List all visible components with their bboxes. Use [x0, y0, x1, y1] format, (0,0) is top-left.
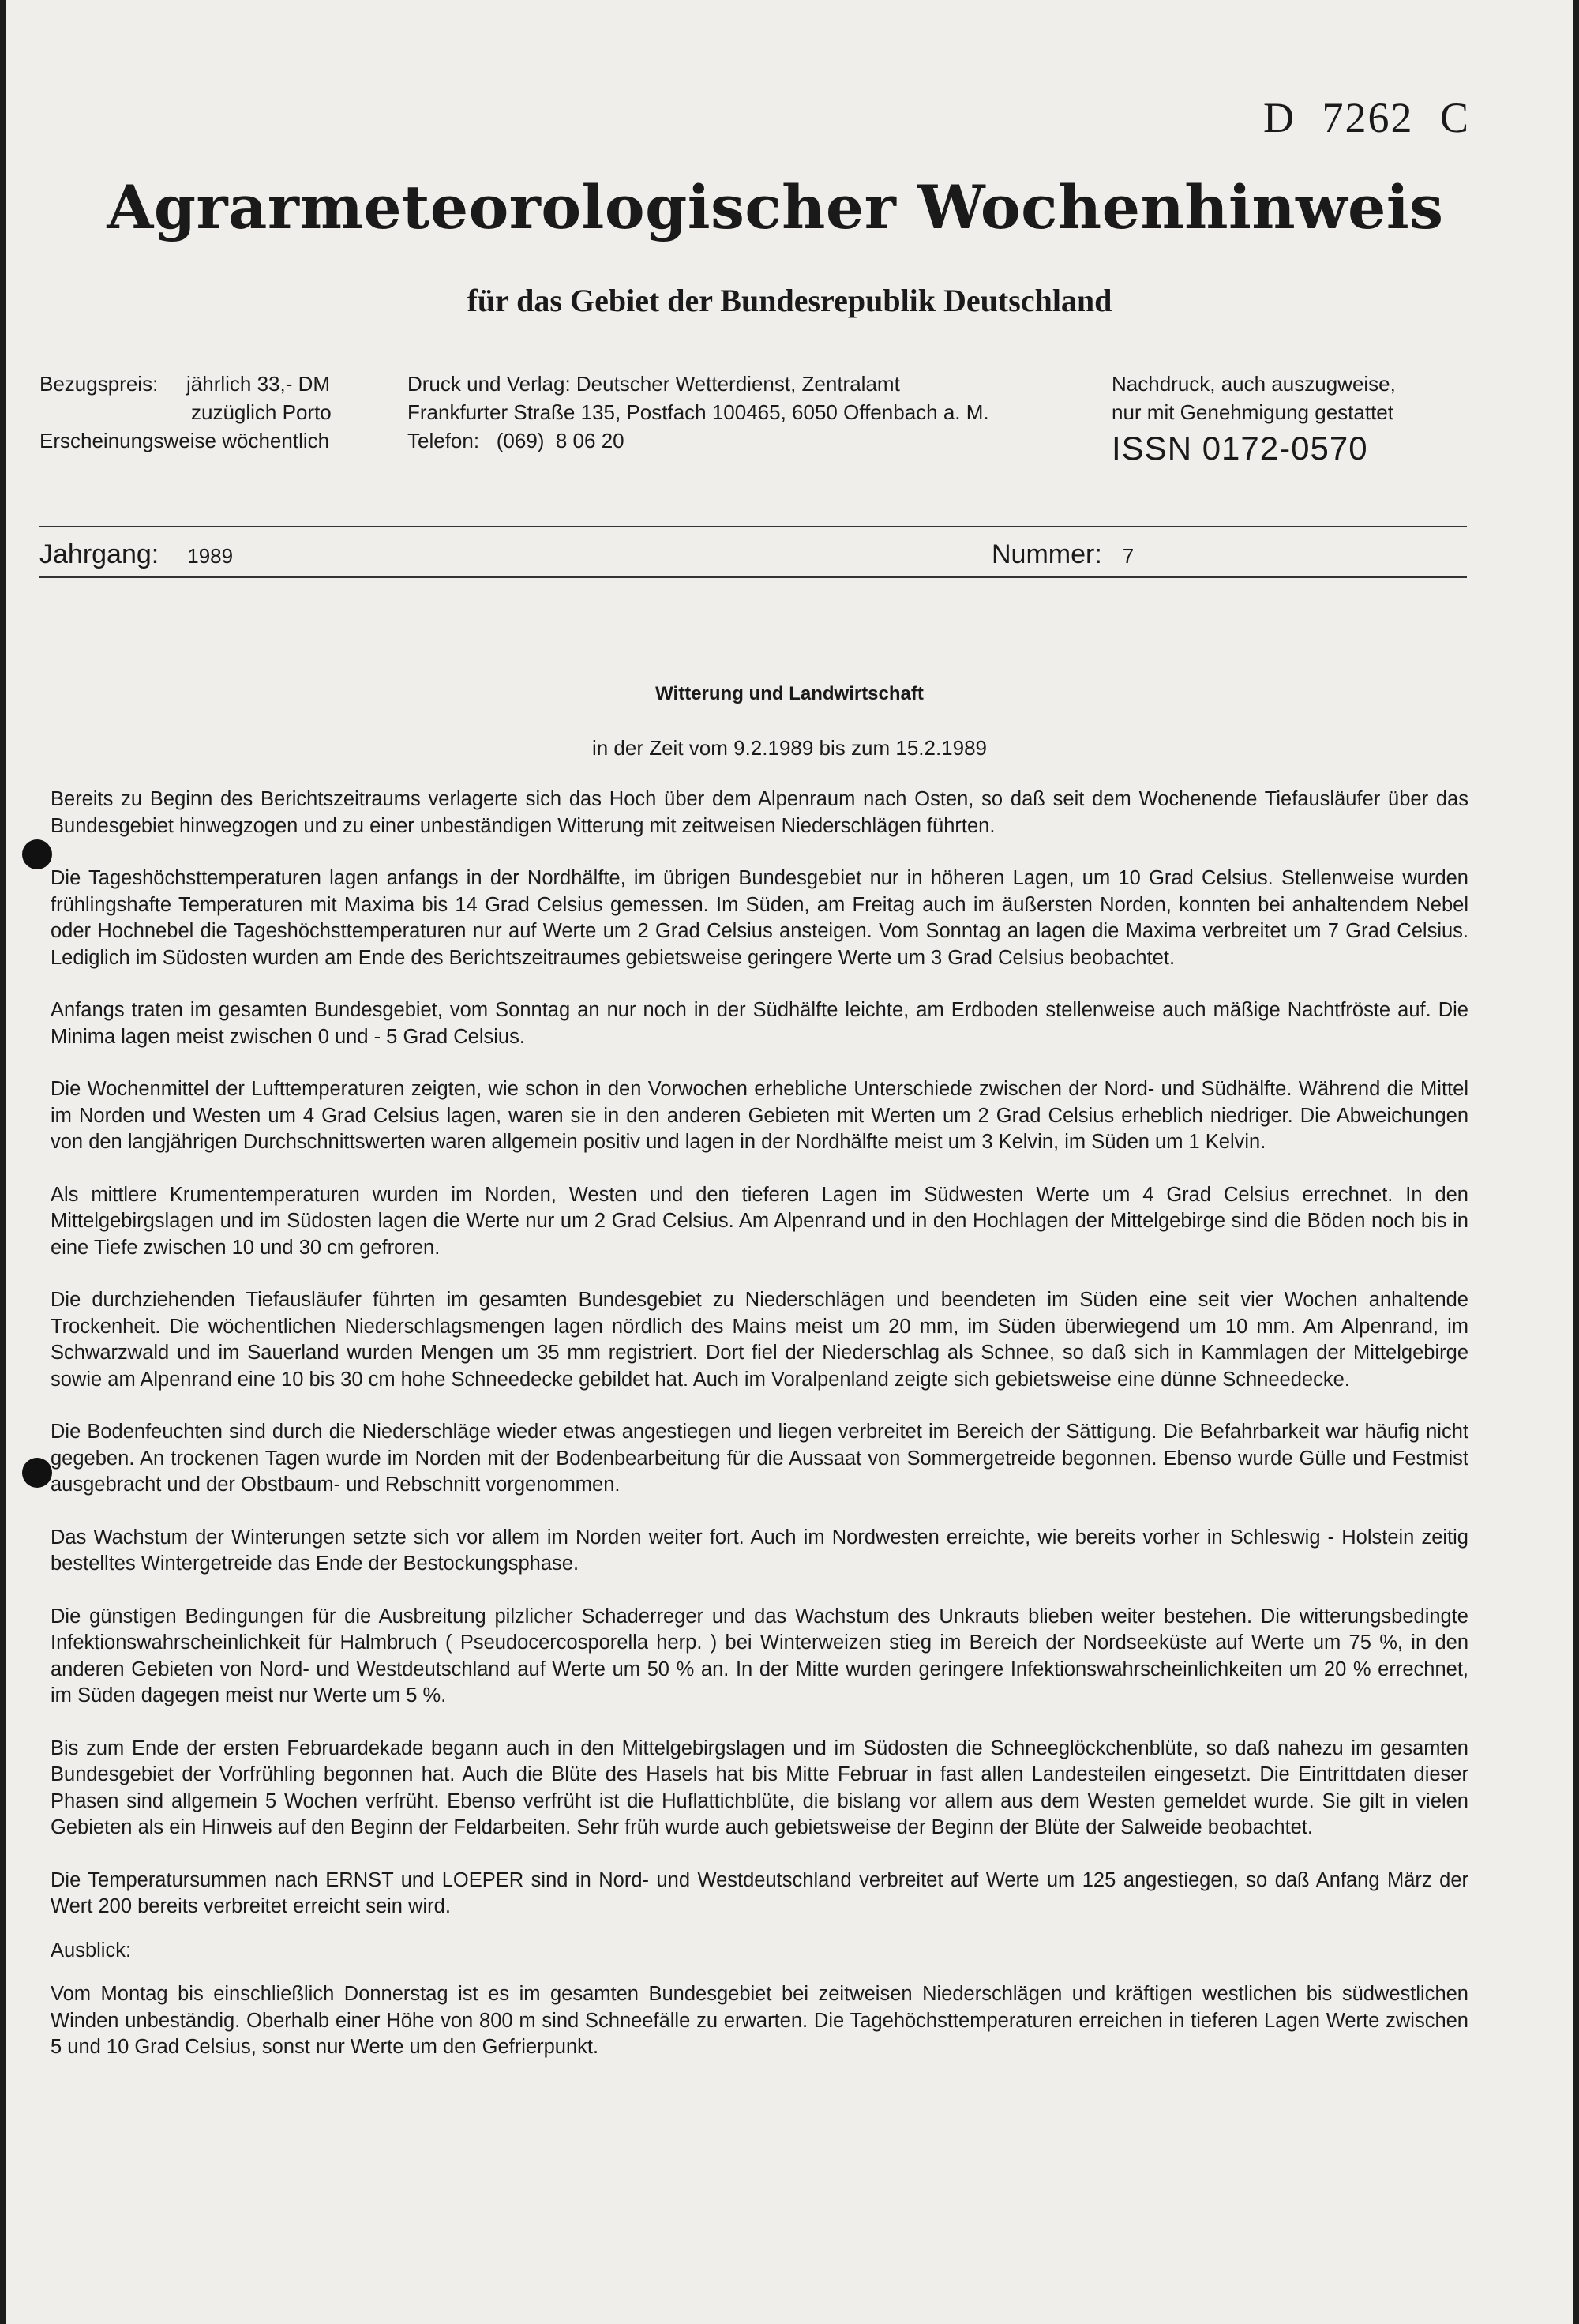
punch-hole [22, 1458, 52, 1488]
document-subtitle: für das Gebiet der Bundesrepublik Deutschland [467, 283, 1112, 318]
divider-top [39, 526, 1467, 527]
report-period: in der Zeit vom 9.2.1989 bis zum 15.2.1989 [591, 736, 988, 760]
frequency-note: Erscheinungsweise wöchentlich [39, 429, 330, 452]
paragraph: Als mittlere Krumentemperaturen wurden im Norden, Westen und den tieferen Lagen im Südwesten Werte um 4 Grad Celsius errechnet. In den Mittelgebirgslagen und im Südosten lagen die Werte nur um 2 Grad Celsius. Am Alpenrand und in den Hochlagen der Mittelgebirge sind die Böden noch bis in eine Tiefe zwischen 10 und 30 cm gefroren. [51, 1183, 1468, 1259]
publisher-line-1: Druck und Verlag: Deutscher Wetterdienst, Zentralamt [407, 372, 900, 396]
issue-number [992, 539, 1134, 570]
document-page [6, 0, 1573, 2324]
paragraph: Das Wachstum der Winterungen setzte sich vor allem im Norden weiter fort. Auch im Nordwesten erreichte, wie bereits vorher in Schleswig - Holstein zeitig bestelltes Wintergetreide das Ende der Bestockungsphase. [51, 1526, 1468, 1575]
issn: ISSN 0172-0570 [1112, 430, 1368, 467]
paragraph: Anfangs traten im gesamten Bundesgebiet, vom Sonntag an nur noch in der Südhälfte leichte, am Erdboden stellenweise auch mäßige Nachtfröste auf. Die Minima lagen meist zwischen 0 und - 5 Grad Celsius. [51, 999, 1468, 1048]
volume-value: 1989 [187, 544, 234, 568]
reprint-line-2: nur mit Genehmigung gestattet [1112, 400, 1393, 424]
paragraph: Bis zum Ende der ersten Februardekade begann auch in den Mittelgebirgslagen und im Südosten die Schneeglöckchenblüte, so daß nahezu im gesamten Bundesgebiet der Vorfrühling begonnen hat. Auch die Blüte des Hasels hat bis Mitte Februar in fast allen Landesteilen eingesetzt. Die Eintrittdaten dieser Phasen sind allgemein 5 Wochen verfrüht. Ebenso verfrüht ist die Huflattichblüte, die bislang vor allem aus dem Westen gemeldet wurde. Sie gilt in vielen Gebieten als ein Hinweis auf den Beginn der Feldarbeiten. Sehr früh wurde auch gebietsweise der Beginn der Blüte der Salweide beobachtet. [51, 1736, 1468, 1838]
paragraph: Die Bodenfeuchten sind durch die Niederschläge wieder etwas angestiegen und liegen verbreitet im Bereich der Sättigung. Die Befahrbarkeit war häufig nicht gegeben. An trockenen Tagen wurde im Norden mit der Bodenbearbeitung für die Aussaat von Sommergetreide begonnen. Ebenso wurde Gülle und Festmist ausgebracht und der Obstbaum- und Rebschnitt vorgenommen. [51, 1421, 1468, 1496]
price-value: jährlich 33,- DM [186, 372, 331, 396]
publisher-line-2: Frankfurter Straße 135, Postfach 100465, 6050 Offenbach a. M. [407, 400, 989, 424]
paragraph: Die günstigen Bedingungen für die Ausbreitung pilzlicher Schaderreger und das Wachstum des Unkrauts blieben weiter bestehen. Die witterungsbedingte Infektionswahrscheinlichkeit für Halmbruch ( Pseudocercosporella herp. ) bei Winterweizen stieg im Bereich der Nordseeküste auf Werte um 75 %, in den anderen Gebieten von Nord- und Westdeutschland auf Werte um 50 % an. In der Mitte wurden geringere Infektionswahrscheinlichkeiten um 20 % errechnet, im Süden dagegen meist nur Werte um 5 %. [51, 1605, 1468, 1706]
postage-note: zuzüglich Porto [191, 400, 332, 424]
paragraph: Die Wochenmittel der Lufttemperaturen zeigten, wie schon in den Vorwochen erhebliche Unterschiede zwischen der Nord- und Südhälfte. Während die Mittel im Norden und Westen um 4 Grad Celsius lagen, waren sie in den anderen Gebieten mit Werten um 2 Grad Celsius erheblich niedriger. Die Abweichungen von den langjährigen Durchschnittswerten waren allgemein positiv und lagen in der Nordhälfte meist um 3 Kelvin, im Süden um 1 Kelvin. [51, 1078, 1468, 1153]
section-title: Witterung und Landwirtschaft [655, 683, 924, 704]
document-code: D 7262 C [1262, 94, 1470, 141]
paragraph: Die durchziehenden Tiefausläufer führten im gesamten Bundesgebiet zu Niederschlägen und beendeten im Süden eine seit vier Wochen anhaltende Trockenheit. Die wöchentlichen Niederschlagsmengen lagen nördlich des Mains meist um 20 mm, im Süden überwiegend um 10 mm. Am Alpenrand, im Schwarzwald und im Sauerland wurden Mengen um 35 mm registriert. Dort fiel der Niederschlag als Schnee, so daß sich in Kammlagen der Mittelgebirge sowie am Alpenrand eine 10 bis 30 cm hohe Schneedecke gebildet hat. Auch im Voralpenland zeigte sich gebietsweise eine dünne Schneedecke. [51, 1289, 1468, 1391]
divider-bottom [39, 576, 1467, 578]
publisher-phone: Telefon: (069) 8 06 20 [407, 429, 624, 452]
publisher-info [407, 370, 989, 455]
paragraph: Die Tageshöchsttemperaturen lagen anfangs in der Nordhälfte, im übrigen Bundesgebiet nur in höheren Lagen, um 10 Grad Celsius. Stellenweise wurden frühlingshafte Temperaturen mit Maxima bis 14 Grad Celsius gemessen. Im Süden, am Freitag auch im äußersten Norden, konnten bei anhaltendem Nebel oder Hochnebel die Tageshöchsttemperaturen nur auf Werte um 2 Grad Celsius ansteigen. Vom Sonntag an lagen die Maxima verbreitet um 7 Grad Celsius. Lediglich im Südosten wurden am Ende des Berichtszeitraumes gebietsweise geringere Werte um 3 Grad Celsius beobachtet. [51, 867, 1468, 969]
outlook-text: Vom Montag bis einschließlich Donnerstag ist es im gesamten Bundesgebiet bei zeitweisen Niederschlägen und kräftigen westlichen bis südwestlichen Winden unbeständig. Oberhalb einer Höhe von 800 m sind Schneefälle zu erwarten. Die Tagehöchsttemperaturen erreichen in tieferen Lagen Werte zwischen 5 und 10 Grad Celsius, sonst nur Werte um den Gefrierpunkt. [51, 1983, 1468, 2058]
reprint-line-1: Nachdruck, auch auszugweise, [1112, 372, 1396, 396]
issue-label: Nummer: [992, 539, 1102, 569]
reprint-info [1112, 370, 1396, 467]
punch-hole [22, 839, 52, 869]
report-body [51, 787, 1468, 2087]
document-title: Agrarmeteorologischer Wochenhinweis [107, 172, 1444, 242]
volume-year [39, 539, 233, 570]
paragraph: Bereits zu Beginn des Berichtszeitraums verlagerte sich das Hoch über dem Alpenraum nach Osten, so daß seit dem Wochenende Tiefausläufer über das Bundesgebiet hinwegzogen und zu einer unbeständigen Witterung mit zeitweisen Niederschlägen führten. [51, 788, 1468, 837]
volume-label: Jahrgang: [39, 539, 159, 569]
issue-value: 7 [1122, 544, 1135, 568]
pricing-info [39, 370, 332, 455]
paragraph: Die Temperatursummen nach ERNST und LOEPER sind in Nord- und Westdeutschland verbreitet auf Werte um 125 angestiegen, so daß Anfang März der Wert 200 bereits verbreitet erreicht sein wird. [51, 1868, 1468, 1917]
price-label: Bezugspreis: [39, 372, 159, 396]
outlook-label: Ausblick: [51, 1939, 132, 1962]
